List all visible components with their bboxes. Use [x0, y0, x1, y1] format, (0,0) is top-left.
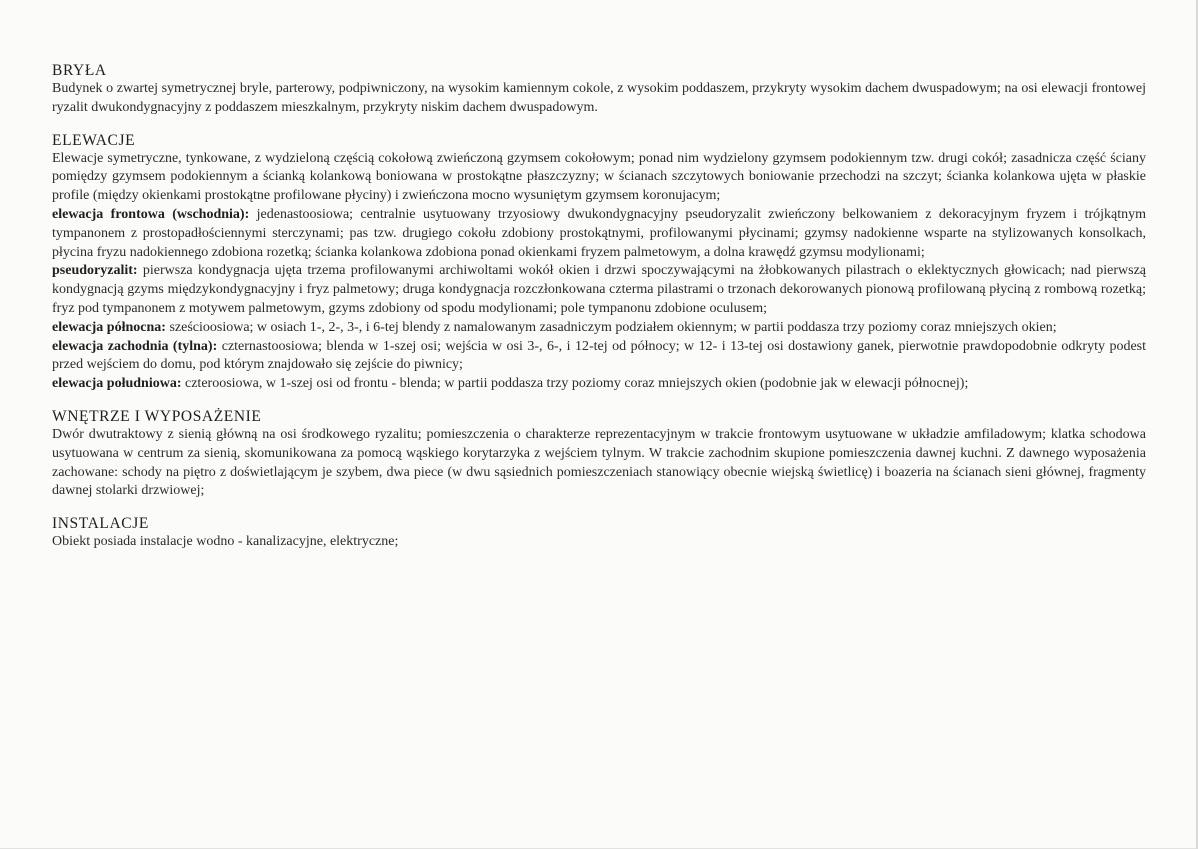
paragraph-elewacja-poludniowa: [52, 375, 1146, 394]
text-pseudoryzalit: pierwsza kondygnacja ujęta trzema profilowanymi archiwoltami wokół okien i drzwi spoczywającymi na żłobkowanych pilastrach o eklektycznych głowicach; nad pierwszą kondygnacją gzyms międzykondygnacyjny i fryz palmetowy; druga kondygnacja rozczłonkowana czterma pilastrami o trzonach dekorowanych pionową profilowaną płyciną z rombową rozetką; fryz pod tympanonem z motywem palmetowym, gzyms zdobiony od spodu modylionami; pole tympanonu zdobione oculusem;: [52, 263, 1146, 316]
section-bryla: [52, 62, 1146, 118]
document-content: [52, 62, 1146, 566]
label-pseudoryzalit: pseudoryzalit:: [52, 263, 138, 279]
section-elewacje: [52, 132, 1146, 394]
label-elewacja-frontowa: elewacja frontowa (wschodnia):: [52, 206, 250, 222]
label-elewacja-poludniowa: elewacja południowa:: [52, 376, 182, 392]
paragraph-elewacja-zachodnia: [52, 338, 1146, 376]
text-elewacja-polnocna: sześcioosiowa; w osiach 1-, 2-, 3-, i 6-tej blendy z namalowanym zasadniczym podziałem okiennym; w partii poddasza trzy poziomy coraz mniejszych okien;: [165, 319, 1057, 335]
paragraph-instalacje: Obiekt posiada instalacje wodno - kanalizacyjne, elektryczne;: [52, 534, 399, 550]
paragraph-wnetrze: Dwór dwutraktowy z sienią główną na osi środkowego ryzalitu; pomieszczenia o charakterze reprezentacyjnym w trakcie frontowym usytuowane w układzie amfiladowym; klatka schodowa usytuowana w centrum za sienią, skomunikowana za pomocą wąskiego korytarzyka z wejściem tylnym. W trakcie zachodnim skupione pomieszczenia dawnej kuchni. Z dawnego wyposażenia zachowane: schody na piętro z doświetlającym je szybem, dwa piece (w dwu sąsiednich pomieszczeniach stanowiący obecnie wiejską świetlicę) i boazeria na ścianach sieni głównej, fragmenty dawnej stolarki drzwiowej;: [52, 426, 1146, 499]
paragraph-elewacje-intro: Elewacje symetryczne, tynkowane, z wydzieloną częścią cokołową zwieńczoną gzymsem cokołowym; ponad nim wydzielony gzymsem podokiennym tzw. drugi cokół; zasadnicza część ściany pomiędzy gzymsem podokiennym a ścianką kolankową boniowana w prostokątne płaszczyzny; w ścianach szczytowych boniowanie przechodzi na szczyt; ścianka kolankowa ujęta w płaskie profile (między okienkami prostokątne profilowane płyciny) i zwieńczona mocno wysuniętym gzymsem koronujacym;: [52, 150, 1146, 204]
heading-wnetrze: WNĘTRZE I WYPOSAŻENIE: [52, 407, 262, 425]
section-instalacje: [52, 515, 1146, 552]
paragraph-elewacja-frontowa: [52, 206, 1146, 262]
heading-bryla: BRYŁA: [52, 62, 107, 79]
text-elewacja-zachodnia: czternastoosiowa; blenda w 1-szej osi; wejścia w osi 3-, 6-, i 12-tej od północy; w 12- i 13-tej osi dostawiony ganek, pierwotnie prawdopodobnie odkryty podest przed wejściem do domu, pod którym znajdowało się zejście do piwnicy;: [52, 338, 1146, 373]
text-elewacja-frontowa: jedenastoosiowa; centralnie usytuowany trzyosiowy dwukondygnacyjny pseudoryzalit zwieńczony belkowaniem z dekoracyjnym fryzem i trójkątnym tympanonem z prostopadłościennymi sterczynami; pas tzw. drugiego cokołu zdobiony prostokątnymi, profilowanymi płycinami; gzymsy nadokienne wsparte na stylizowanych konsolkach, płycina fryzu nadokiennego zdobiona rozetką; ścianka kolankowa zdobiona ponad okienkami fryzem palmetowym, a dolna krawędź gzymsu modylionami;: [52, 206, 1146, 260]
section-wnetrze: [52, 408, 1146, 501]
label-elewacja-polnocna: elewacja północna:: [52, 319, 166, 335]
paragraph-pseudoryzalit: [52, 262, 1146, 318]
paragraph-bryla: Budynek o zwartej symetrycznej bryle, parterowy, podpiwniczony, na wysokim kamiennym cokole, z wysokim poddaszem, przykryty wysokim dachem dwuspadowym; na osi elewacji frontowej ryzalit dwukondygnacyjny z poddaszem mieszkalnym, przykryty niskim dachem dwuspadowym.: [52, 81, 1146, 115]
text-elewacja-poludniowa: czteroosiowa, w 1-szej osi od frontu - blenda; w partii poddasza trzy poziomy coraz mniejszych okien (podobnie jak w elewacji północnej);: [181, 376, 969, 392]
heading-elewacje: ELEWACJE: [52, 131, 136, 149]
paragraph-elewacja-polnocna: [52, 319, 1146, 338]
heading-instalacje: INSTALACJE: [52, 515, 149, 533]
label-elewacja-zachodnia: elewacja zachodnia (tylna):: [52, 338, 218, 354]
